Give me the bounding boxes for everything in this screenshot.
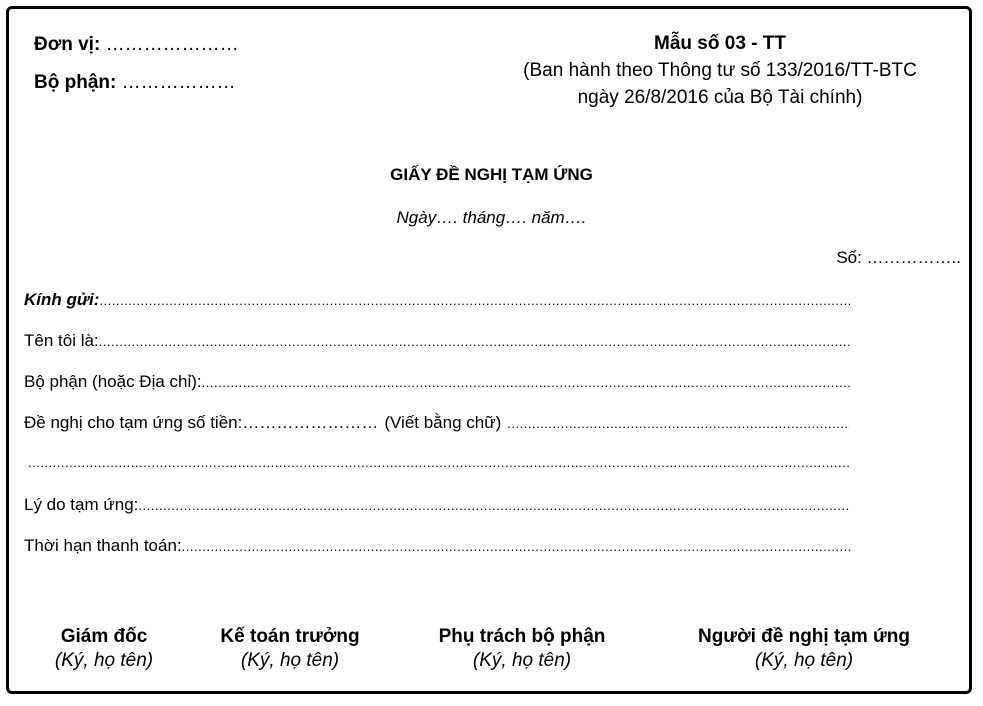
form-number: Mẫu số 03 - TT [654, 33, 786, 54]
dept-line [34, 72, 236, 94]
dept-dots: ……………… [121, 72, 236, 93]
signature-chief-accountant [190, 626, 390, 672]
recipient-label: Kính gửi: [24, 290, 100, 309]
document-number: Số: …………….. [836, 248, 961, 267]
amount-label: Đề nghị cho tạm ứng số tiền:…………………… [24, 413, 379, 432]
signature-role: Phụ trách bộ phận [438, 626, 606, 647]
field-department [24, 372, 850, 392]
issued-line-2: ngày 26/8/2016 của Bộ Tài chính) [577, 87, 863, 108]
signature-note: (Ký, họ tên) [754, 650, 854, 671]
field-reason [24, 495, 850, 515]
document-title: GIẤY ĐỀ NGHỊ TẠM ỨNG [390, 165, 593, 184]
deadline-blank [182, 539, 850, 554]
unit-dots: ………………… [105, 34, 239, 55]
deadline-label: Thời hạn thanh toán: [24, 536, 182, 555]
field-name [24, 331, 850, 351]
field-deadline [24, 536, 850, 556]
department-label: Bộ phận (hoặc Địa chỉ): [24, 372, 202, 391]
signature-dept-head [402, 626, 642, 672]
dept-label: Bộ phận: [34, 72, 117, 93]
signature-note: (Ký, họ tên) [472, 650, 572, 671]
reason-label: Lý do tạm ứng: [24, 495, 139, 514]
signature-director [24, 626, 184, 672]
signature-role: Người đề nghị tạm ứng [697, 626, 910, 647]
signature-note: (Ký, họ tên) [54, 650, 154, 671]
signature-role: Giám đốc [60, 626, 148, 647]
department-blank [202, 375, 850, 390]
field-recipient [24, 290, 850, 310]
unit-line [34, 34, 239, 56]
issued-line-1: (Ban hành theo Thông tư số 133/2016/TT-BTC [523, 60, 917, 81]
amount-continued-blank [28, 455, 850, 470]
signature-note: (Ký, họ tên) [240, 650, 340, 671]
unit-label: Đơn vị: [34, 34, 101, 55]
name-label: Tên tôi là: [24, 331, 99, 350]
reason-blank [138, 498, 850, 513]
recipient-blank [99, 293, 850, 308]
signature-role: Kế toán trưởng [220, 626, 360, 647]
date-line: Ngày…. tháng…. năm…. [396, 208, 587, 227]
name-blank [99, 334, 850, 349]
field-amount-continued [28, 455, 850, 470]
field-amount [24, 413, 850, 433]
amount-words-blank [507, 416, 850, 431]
signature-requester [664, 626, 944, 672]
amount-words-label: (Viết bằng chữ) [384, 413, 502, 432]
